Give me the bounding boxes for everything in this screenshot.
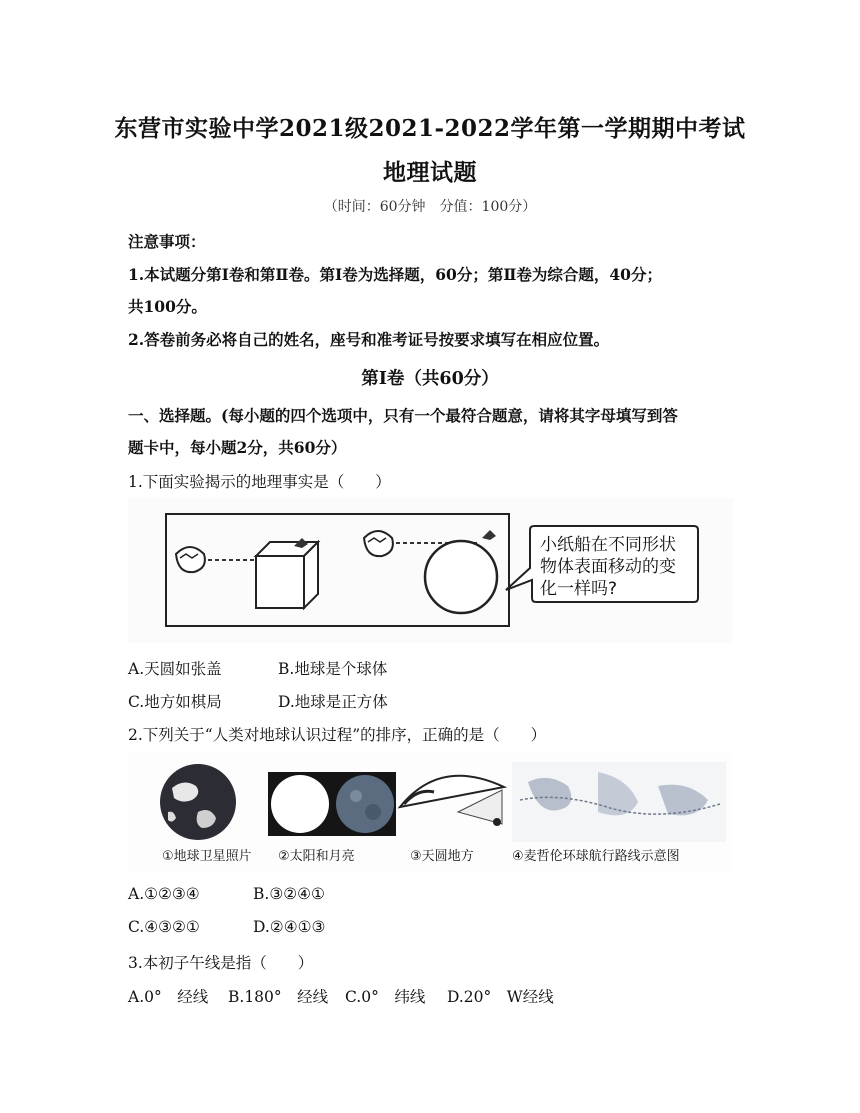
bubble-line-3: 化一样吗? [540,579,618,599]
exam-title: 东营市实验中学2021级2021-2022学年第一学期期中考试 [114,115,746,142]
q2-option-d: D.②④①③ [253,918,326,936]
q3-option-d: D.20° W经线 [447,988,554,1006]
question-2-figure [128,752,733,872]
notes-line-1a: 1.本试题分第Ⅰ卷和第Ⅱ卷。第Ⅰ卷为选择题，60分；第Ⅱ卷为综合题，40分； [128,265,662,284]
q3-option-c: C.0° 纬线 [345,988,426,1006]
q2-option-b: B.③②④① [253,885,325,903]
earth-photo-icon [160,764,236,840]
section-instructions-b: 题卡中，每小题2分，共60分） [128,438,347,457]
paper-boat-icon [364,531,393,556]
q1-option-b: B.地球是个球体 [278,660,388,678]
q3-option-b: B.180° 经线 [228,988,329,1006]
caption-1: ①地球卫星照片 [162,849,252,864]
question-1-stem: 1.下面实验揭示的地理事实是（ ） [128,473,391,491]
exam-subtitle: 地理试题 [383,159,477,186]
question-2-stem: 2.下列关于“人类对地球认识过程”的排序，正确的是（ ） [128,726,547,744]
q3-option-a: A.0° 经线 [128,988,209,1006]
sun-moon-icon [268,772,396,836]
caption-2: ②太阳和月亮 [278,849,355,864]
bubble-line-1: 小纸船在不同形状 [540,535,676,555]
section-instructions-a: 一、选择题。(每小题的四个选项中，只有一个最符合题意，请将其字母填写到答 [128,406,678,425]
cube-icon [256,538,318,608]
q2-option-c: C.④③②① [128,918,200,936]
caption-3: ③天圆地方 [410,849,474,864]
notes-heading: 注意事项： [128,232,206,251]
question-3-stem: 3.本初子午线是指（ ） [128,954,314,972]
question-1-figure [128,498,733,643]
paper-boat-icon [176,547,205,572]
q1-option-d: D.地球是正方体 [278,693,388,711]
route-map-icon [512,762,726,842]
q1-option-c: C.地方如棋局 [128,693,222,711]
sphere-icon [425,541,497,613]
caption-4: ④麦哲伦环球航行路线示意图 [512,849,680,864]
q2-option-a: A.①②③④ [128,885,200,903]
q1-option-a: A.天圆如张盖 [128,660,222,678]
bubble-line-2: 物体表面移动的变 [540,557,676,577]
exam-meta: （时间：60分钟 分值：100分） [323,199,537,215]
section-title: 第Ⅰ卷（共60分） [361,369,499,389]
notes-line-2: 2.答卷前务必将自己的姓名，座号和准考证号按要求填写在相应位置。 [128,330,610,349]
notes-line-1b: 共100分。 [128,297,207,316]
